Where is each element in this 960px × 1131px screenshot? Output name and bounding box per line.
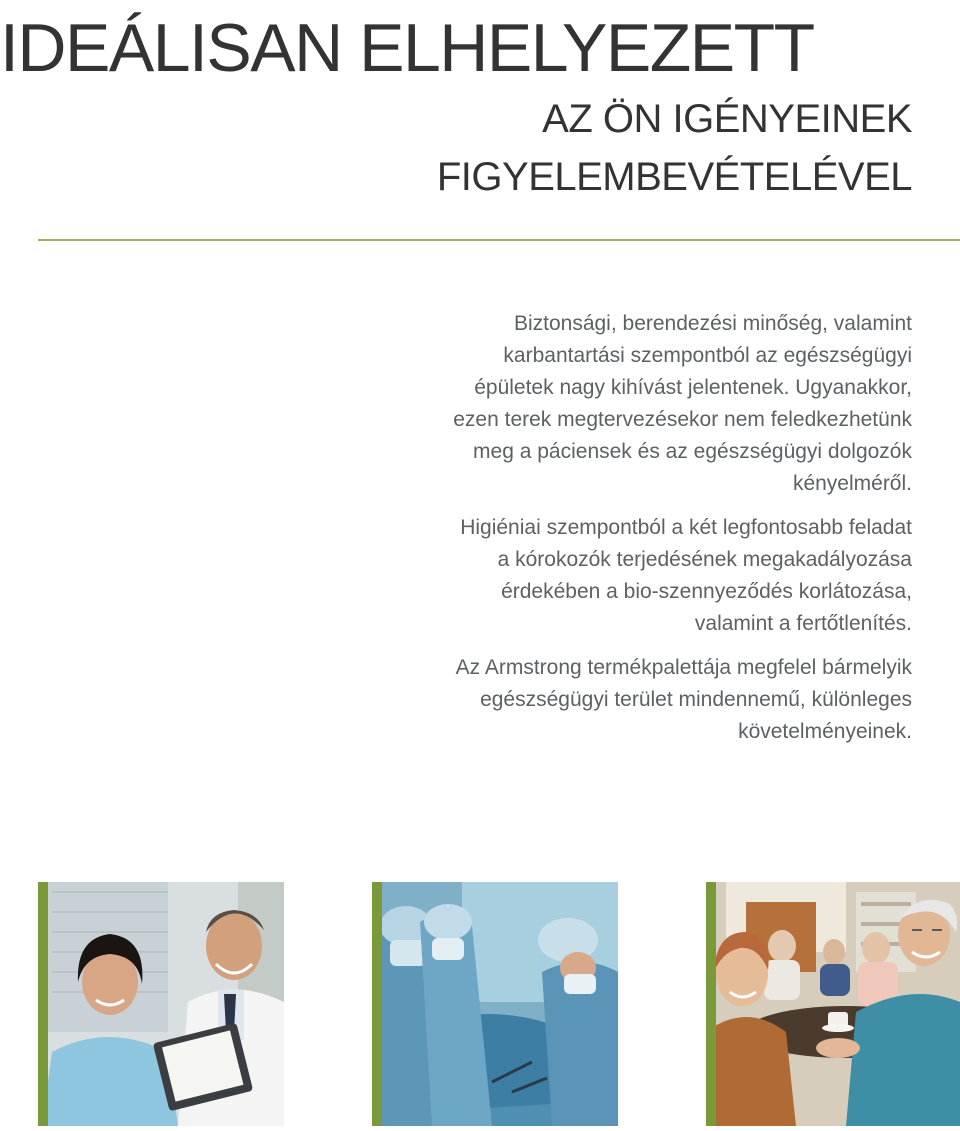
text-line: meg a páciensek és az egészségügyi dolgozók [473,440,912,463]
photo-nurse-and-doctor [38,882,284,1126]
text-line: kényelméről. [792,472,912,495]
text-line: Az Armstrong termékpalettája megfelel bármelyik [455,656,912,679]
text-line: valamint a fertőtlenítés. [694,612,912,635]
text-line: egészségügyi terület mindennemű, különleges [480,688,912,711]
text-line: Higiéniai szempontból a két legfontosabb feladat [460,516,912,539]
text-line: ezen terek megtervezésekor nem feledkezhetünk [453,408,912,431]
page-title: IDEÁLISAN ELHELYEZETT [0,10,814,86]
text-line: érdekében a bio-szennyeződés korlátozása, [501,580,912,603]
photo-elderly-care-lounge [706,882,960,1126]
text-line: a kórokozók terjedésének megakadályozása [497,548,912,571]
text-line: épületek nagy kihívást jelentenek. Ugyanakkor, [474,376,912,399]
text-line: karbantartási szempontból az egészségügyi [503,344,912,367]
hygiene-paragraph [352,512,912,640]
photo-surgery-team [372,882,618,1126]
divider-line [38,239,960,241]
text-line: Biztonsági, berendezési minőség, valamint [513,312,912,335]
armstrong-paragraph [352,652,912,748]
text-line: követelményeinek. [738,720,912,743]
page-subtitle-line-1: AZ ÖN IGÉNYEINEK [542,97,912,141]
page-subtitle-line-2: FIGYELEMBEVÉTELÉVEL [436,155,912,199]
intro-paragraph [352,308,912,500]
